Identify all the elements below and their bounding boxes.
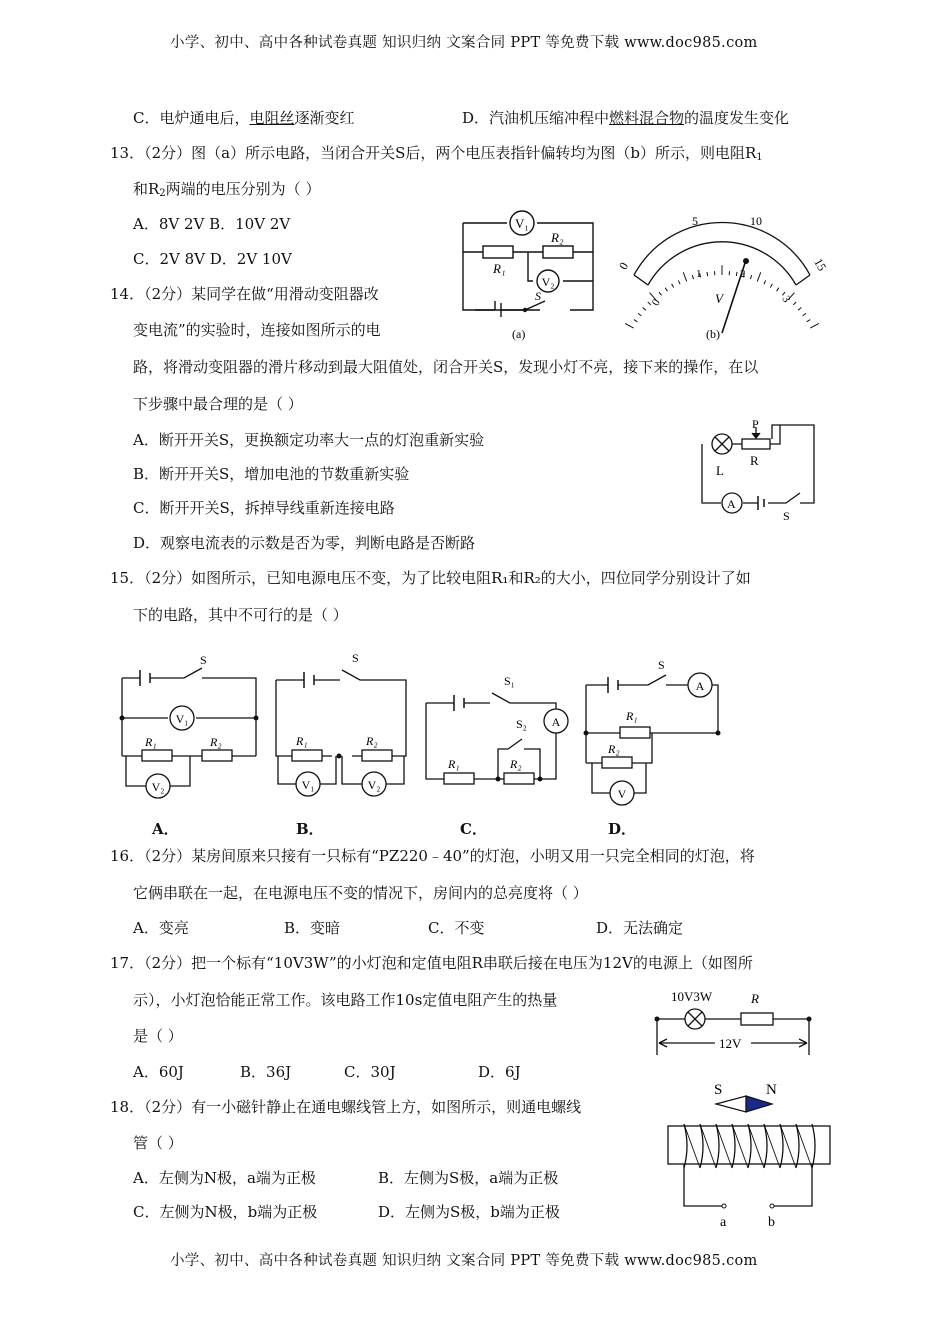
dial-tick: [803, 313, 806, 315]
ammeter-label: A: [695, 679, 705, 693]
q13-stem-line1: 13．（2分）图（a）所示电路，当闭合开关S后，两个电压表指针偏转均为图（b）所示，则电阻$R_1$: [110, 144, 763, 163]
r1-label: R₁: [296, 734, 308, 748]
q15-circuit-b: [270, 650, 410, 810]
dial-tick: [764, 280, 766, 284]
scale-bottom-1: 1: [696, 268, 702, 280]
dial-tick: [707, 272, 708, 276]
scale-bottom-0: 0: [649, 297, 663, 308]
dial-tick: [793, 302, 796, 305]
q14-option-c: C．断开开关S，拆掉导线重新连接电路: [133, 499, 395, 517]
q15-fig-label-c: C．: [460, 820, 487, 838]
fig-a-caption: (a): [512, 327, 526, 341]
terminal-a-label: a: [720, 1215, 727, 1230]
q15-stem-line2: 下的电路，其中不可行的是（ ）: [133, 606, 348, 624]
q18-solenoid-figure: [662, 1076, 837, 1236]
q14-circuit: [700, 417, 820, 527]
s2-label: S₂: [516, 717, 527, 731]
q12-option-d: D．汽油机压缩冲程中燃料混合物的温度发生变化: [462, 109, 790, 127]
q15-stem-line1: 15．（2分）如图所示，已知电源电压不变，为了比较电阻R₁和R₂的大小，四位同学分别设计了如: [110, 569, 751, 587]
q16-option-c: C．不变: [428, 919, 485, 937]
q16-stem-line2: 它俩串联在一起，在电源电压不变的情况下，房间内的总亮度将（ ）: [133, 884, 588, 902]
dial-tick: [683, 272, 686, 281]
q17-stem-line2: 示），小灯泡恰能正常工作。该电路工作10s定值电阻产生的热量: [133, 991, 558, 1009]
r1-label: R₁: [145, 735, 157, 749]
q18-option-a: A．左侧为N极，a端为正极: [133, 1169, 316, 1187]
page-footer: 小学、初中、高中各种试卷真题 知识归纳 文案合同 PPT 等免费下载 www.doc985.com: [170, 1253, 758, 1269]
v1-label: V₁: [175, 712, 189, 726]
q18-stem-line1: 18．（2分）有一小磁针静止在通电螺线管上方，如图所示，则通电螺线: [110, 1098, 582, 1116]
v1-label: V₁: [301, 778, 315, 792]
scale-top-10: 10: [750, 214, 762, 228]
l-label: L: [716, 463, 724, 478]
s-label: S: [200, 653, 207, 667]
q13-voltmeter-dial-b: [612, 205, 832, 345]
fig-b-caption: (b): [706, 327, 720, 341]
dial-tick: [782, 292, 785, 295]
q13-circuit-a: [455, 205, 605, 345]
q16-option-d: D．无法确定: [596, 919, 684, 937]
q15-fig-label-a: A．: [152, 820, 179, 838]
q18-stem-line2: 管（ ）: [133, 1134, 183, 1152]
v2-label: V₂: [151, 780, 165, 794]
r1-label: R₁: [448, 757, 460, 771]
dial-tick: [638, 313, 641, 315]
q14-stem-line2: 变电流”的实验时，连接如图所示的电: [133, 321, 381, 339]
dial-tick: [757, 272, 760, 281]
q18-option-c: C．左侧为N极，b端为正极: [133, 1203, 318, 1221]
dial-tick: [678, 280, 680, 284]
q14-option-b: B．断开开关S，增加电池的节数重新实验: [133, 465, 410, 483]
s-label: S: [783, 509, 790, 523]
p-label: P: [752, 417, 759, 431]
dial-tick: [810, 323, 819, 328]
ammeter-label: A: [727, 497, 736, 511]
dial-tick: [777, 288, 779, 291]
dial-tick: [659, 292, 662, 295]
q17-option-d: D．6J: [478, 1063, 521, 1081]
unit-label: V: [715, 291, 723, 306]
q18-option-d: D．左侧为S极，b端为正极: [378, 1203, 560, 1221]
q13-options-cd: C．2V 8V D．2V 10V: [133, 250, 292, 268]
v2-label: V₂: [367, 778, 381, 792]
r2-label: R₂: [608, 742, 620, 756]
q17-stem-line1: 17．（2分）把一个标有“10V3W”的小灯泡和定值电阻R串联后接在电压为12V的电源上（如图所: [110, 954, 753, 972]
q14-option-d: D．观察电流表的示数是否为零，判断电路是否断路: [133, 534, 476, 552]
q13-options-ab: A．8V 2V B．10V 2V: [133, 215, 291, 233]
q17-stem-line3: 是（ ）: [133, 1027, 183, 1045]
r1-label: R₁: [626, 709, 638, 723]
dial-tick: [672, 284, 674, 288]
scale-bottom-2: 2: [740, 268, 746, 280]
r-label: R: [750, 453, 759, 468]
dial-tick: [634, 320, 638, 322]
s-label: S: [352, 651, 359, 665]
dial-tick: [750, 275, 751, 279]
r2-label: R₂: [366, 734, 378, 748]
q17-option-c: C．30J: [344, 1063, 396, 1081]
dial-tick: [770, 284, 772, 288]
needle-south-half: [716, 1096, 746, 1112]
dial-tick: [643, 307, 646, 310]
needle-s-label: S: [714, 1082, 723, 1098]
q18-option-b: B．左侧为S极，a端为正极: [378, 1169, 559, 1187]
r2-label: R₂: [551, 230, 564, 245]
needle-north-half: [746, 1096, 772, 1112]
lamp-label: 10V3W: [671, 989, 713, 1004]
switch-label: S: [535, 289, 541, 303]
v1-label: V₁: [515, 216, 529, 231]
terminal-b-label: b: [768, 1215, 775, 1230]
q16-option-b: B．变暗: [284, 919, 341, 937]
dial-tick: [736, 272, 737, 276]
r-label: R: [751, 991, 759, 1006]
q16-stem-line1: 16．（2分）某房间原来只接有一只标有“PZ220﹣40”的灯泡，小明又用一只完全相同的灯泡，将: [110, 847, 755, 865]
scale-top-0: 0: [615, 259, 632, 272]
r2-label: R₂: [510, 757, 522, 771]
q17-circuit: [655, 985, 815, 1060]
q15-fig-label-b: B．: [296, 820, 324, 838]
dial-tick: [692, 275, 693, 279]
v-label: V: [617, 787, 627, 801]
s-label: S: [658, 658, 665, 672]
q14-option-a: A．断开开关S，更换额定功率大一点的灯泡重新实验: [133, 431, 485, 449]
q15-circuit-d: [580, 655, 725, 815]
q15-circuit-c: [420, 665, 580, 810]
r2-label: R₂: [210, 735, 222, 749]
q14-stem-line4: 下步骤中最合理的是（ ）: [133, 395, 303, 413]
dial-tick: [807, 320, 811, 322]
q17-option-b: B．36J: [240, 1063, 292, 1081]
s1-label: S₁: [504, 674, 515, 688]
q17-option-a: A．60J: [133, 1063, 184, 1081]
q15-fig-label-d: D．: [608, 820, 637, 838]
dial-tick: [625, 323, 634, 328]
voltage-label: 12V: [719, 1036, 742, 1051]
dial-tick: [665, 288, 667, 291]
dial-tick: [798, 307, 801, 310]
q16-option-a: A．变亮: [133, 919, 189, 937]
page-header: 小学、初中、高中各种试卷真题 知识归纳 文案合同 PPT 等免费下载 www.doc985.com: [170, 35, 758, 51]
q12-option-c: C．电炉通电后，电阻丝逐渐变红: [133, 109, 355, 127]
scale-top-15: 15: [811, 255, 830, 274]
v2-label: V₂: [541, 275, 555, 289]
q13-stem-line2: 和$R_2$两端的电压分别为（ ）: [133, 180, 321, 199]
r1-label: R₁: [493, 261, 506, 276]
ammeter-label: A: [551, 715, 561, 729]
scale-top-5: 5: [692, 214, 698, 228]
q14-stem-line3: 路，将滑动变阻器的滑片移动到最大阻值处，闭合开关S，发现小灯不亮，接下来的操作，在以: [133, 358, 759, 376]
q14-stem-line1: 14．（2分）某同学在做“用滑动变阻器改: [110, 285, 379, 303]
scale-bottom-3: 3: [779, 293, 793, 305]
needle-n-label: N: [766, 1082, 777, 1098]
q15-circuit-a: [118, 650, 263, 810]
